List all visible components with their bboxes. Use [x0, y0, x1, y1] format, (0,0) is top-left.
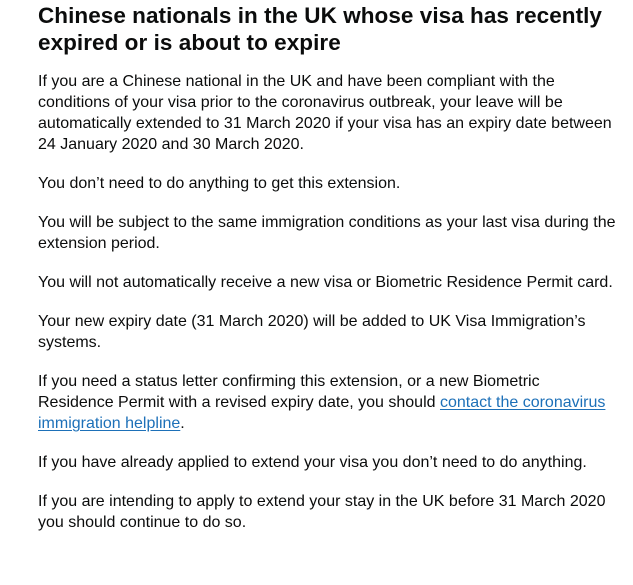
paragraph-new-expiry-date: Your new expiry date (31 March 2020) will be added to UK Visa Immigration’s systems.	[38, 313, 586, 351]
status-letter-text: If you need a status letter confirming this extension, or a new Biometric Residence Permit with a revised expiry date, you should	[38, 373, 540, 411]
helpline-link[interactable]: contact the coronavirus immigration helpline	[38, 394, 606, 432]
paragraph-same-conditions: You will be subject to the same immigration conditions as your last visa during the extension period.	[38, 214, 616, 252]
paragraph-already-applied: If you have already applied to extend your visa you don’t need to do anything.	[38, 454, 587, 471]
paragraph-automatic-extension: If you are a Chinese national in the UK and have been compliant with the conditions of your visa prior to the coronavirus outbreak, your leave will be automatically extended to 31 March 2020 if your visa has an expiry date between 24 January 2020 and 30 March 2020.	[38, 73, 612, 153]
paragraph-no-new-visa: You will not automatically receive a new visa or Biometric Residence Permit card.	[38, 274, 613, 291]
paragraph-intending-to-apply: If you are intending to apply to extend your stay in the UK before 31 March 2020 you should continue to do so.	[38, 493, 606, 531]
status-letter-end: .	[180, 415, 185, 432]
article-body	[38, 71, 619, 533]
page-title: Chinese nationals in the UK whose visa has recently expired or is about to expire	[38, 3, 602, 55]
paragraph-no-action-needed: You don’t need to do anything to get this extension.	[38, 175, 401, 192]
paragraph-status-letter	[38, 371, 619, 434]
